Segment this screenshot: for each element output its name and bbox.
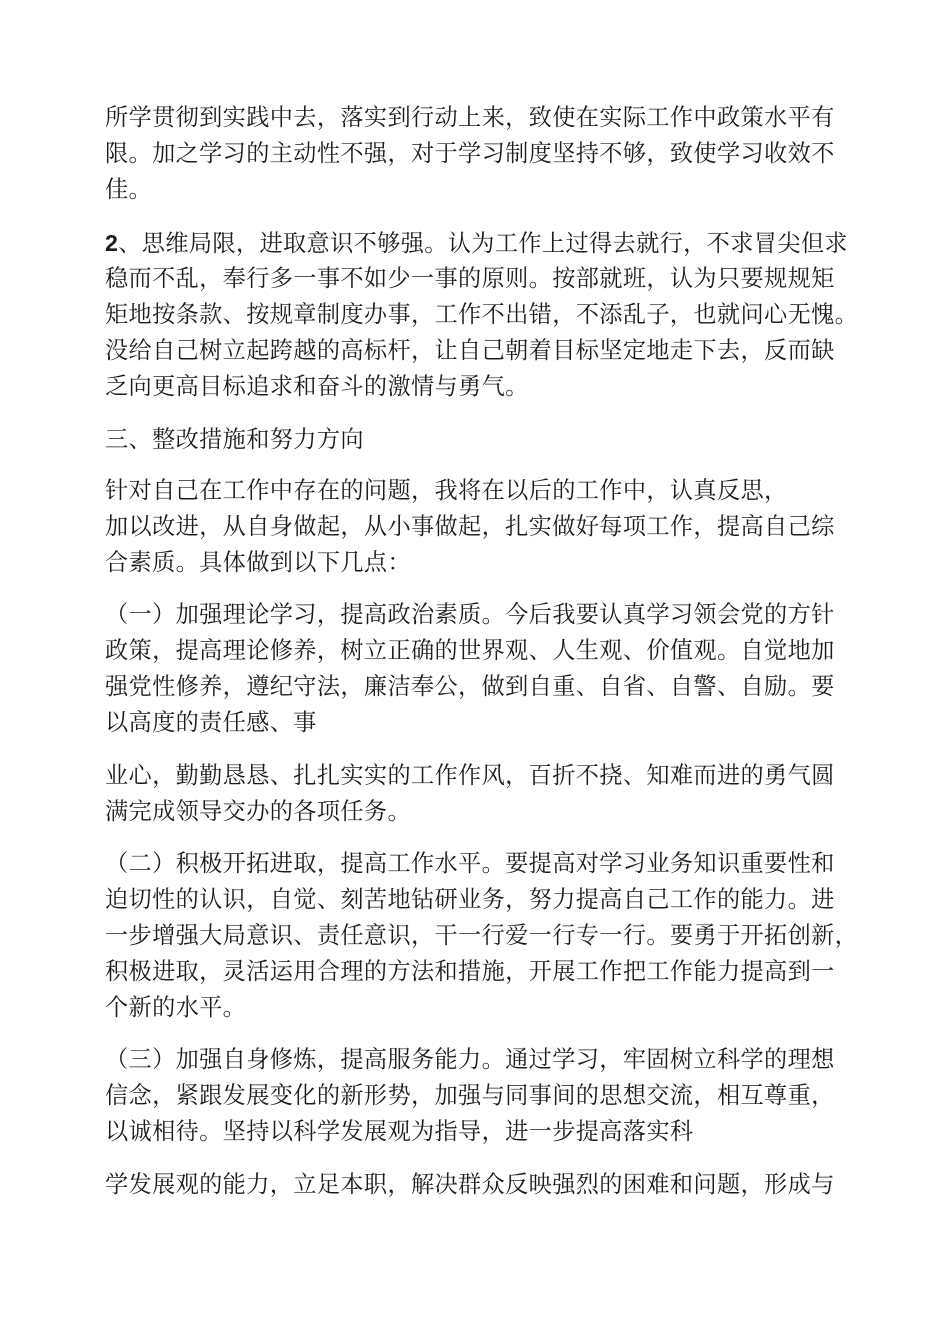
text-line: 合素质。具体做到以下几点： bbox=[105, 549, 411, 576]
section-heading: 三、整改措施和努力方向 bbox=[105, 426, 364, 453]
text-line: （二）积极开拓进取，提高工作水平。要提高对学习业务知识重要性和 bbox=[105, 850, 835, 877]
text-line: 信念，紧跟发展变化的新形势，加强与同事间的思想交流，相互尊重， bbox=[105, 1082, 835, 1109]
text-line: 业心，勤勤恳恳、扎扎实实的工作作风，百折不挠、知难而进的勇气圆 bbox=[105, 762, 835, 789]
item-number: 2 bbox=[105, 230, 119, 256]
text-line: 限。加之学习的主动性不强，对于学习制度坚持不够，致使学习收效不 bbox=[105, 140, 835, 167]
text-line: 以高度的责任感、事 bbox=[105, 709, 317, 736]
text-line: 乏向更高目标追求和奋斗的激情与勇气。 bbox=[105, 373, 529, 400]
text-line: 以诚相待。坚持以科学发展观为指导，进一步提高落实科 bbox=[105, 1118, 694, 1145]
text-line-content: 、思维局限，进取意识不够强。认为工作上过得去就行，不求冒尖但求 bbox=[118, 230, 848, 257]
text-line: 学发展观的能力，立足本职，解决群众反映强烈的困难和问题，形成与 bbox=[105, 1171, 835, 1198]
text-line: 佳。 bbox=[105, 176, 153, 203]
text-line: 迫切性的认识，自觉、刻苦地钻研业务，努力提高自己工作的能力。进 bbox=[105, 886, 835, 913]
text-line: 矩地按条款、按规章制度办事，工作不出错，不添乱子，也就问心无愧。 bbox=[105, 301, 859, 328]
text-line-item-2 bbox=[105, 227, 848, 260]
text-line: 稳而不乱，奉行多一事不如少一事的原则。按部就班，认为只要规规矩 bbox=[105, 265, 835, 292]
text-line: （三）加强自身修炼，提高服务能力。通过学习，牢固树立科学的理想 bbox=[105, 1046, 835, 1073]
text-line: 针对自己在工作中存在的问题，我将在以后的工作中，认真反思， bbox=[105, 477, 788, 504]
text-line: 没给自己树立起跨越的高标杆，让自己朝着目标坚定地走下去，反而缺 bbox=[105, 337, 835, 364]
text-line: 加以改进，从自身做起，从小事做起，扎实做好每项工作，提高自己综 bbox=[105, 513, 835, 540]
text-line: 个新的水平。 bbox=[105, 994, 247, 1021]
text-line: 积极进取，灵活运用合理的方法和措施，开展工作把工作能力提高到一 bbox=[105, 958, 835, 985]
text-line: 一步增强大局意识、责任意识，干一行爱一行专一行。要勇于开拓创新， bbox=[105, 922, 859, 949]
text-line: 所学贯彻到实践中去，落实到行动上来，致使在实际工作中政策水平有 bbox=[105, 104, 835, 131]
text-line: （一）加强理论学习，提高政治素质。今后我要认真学习领会党的方针 bbox=[105, 601, 835, 628]
text-line: 强党性修养，遵纪守法，廉洁奉公，做到自重、自省、自警、自励。要 bbox=[105, 673, 835, 700]
text-line: 满完成领导交办的各项任务。 bbox=[105, 798, 411, 825]
text-line: 政策，提高理论修养，树立正确的世界观、人生观、价值观。自觉地加 bbox=[105, 637, 835, 664]
